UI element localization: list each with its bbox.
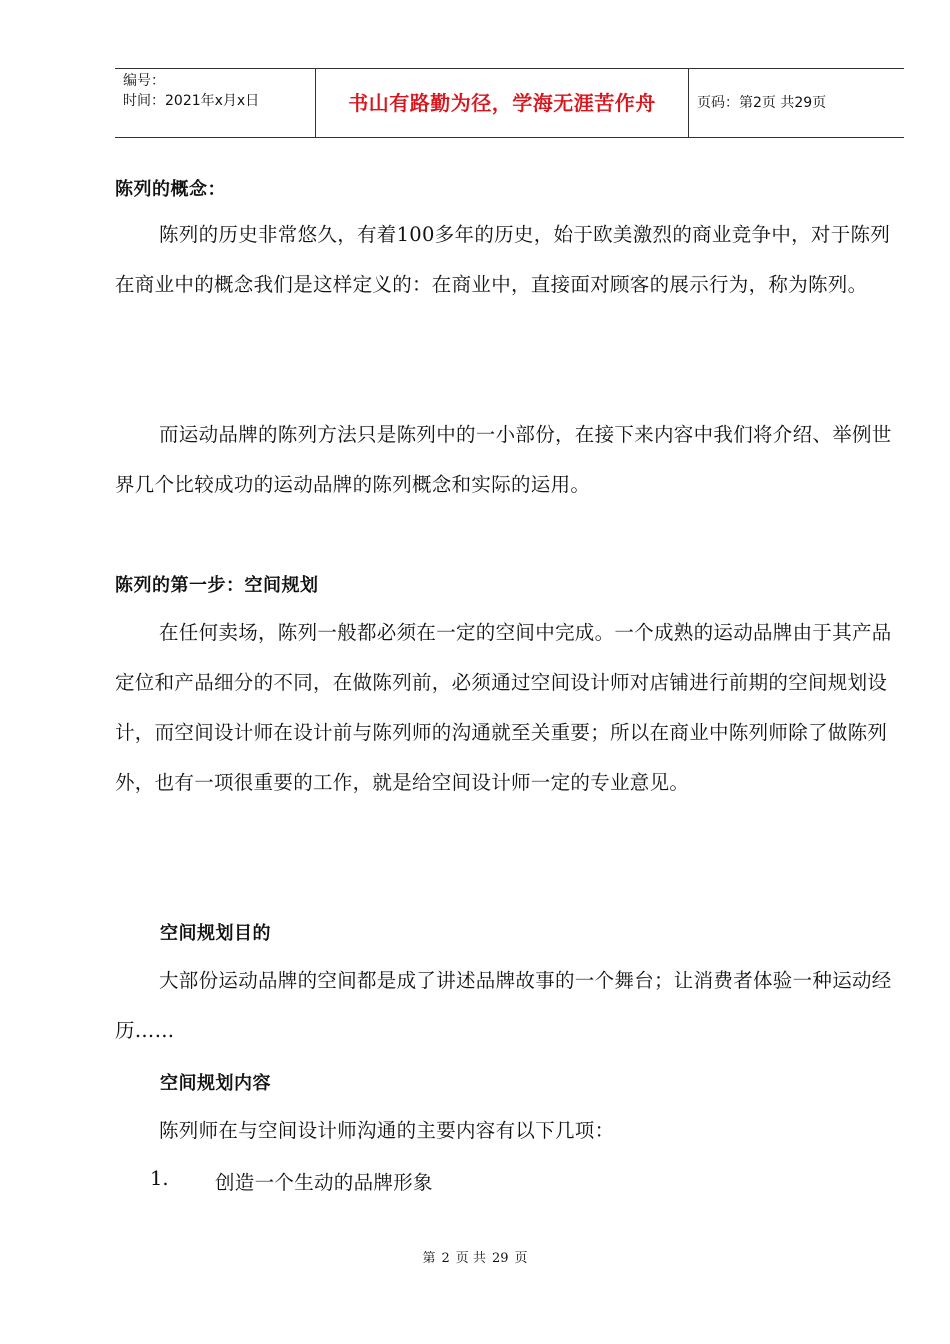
time-label: 时间：2021年x月x日 <box>123 93 260 109</box>
list-item-text: 创造一个生动的品牌形象 <box>215 1171 433 1194</box>
page-footer <box>0 1247 950 1266</box>
footer-page-number: 2 <box>441 1251 450 1266</box>
footer-mid: 页 共 <box>455 1251 486 1266</box>
footer-prefix: 第 <box>422 1251 436 1266</box>
header-meta-cell <box>115 69 316 137</box>
paragraph-content-intro: 陈列师在与空间设计师沟通的主要内容有以下几项： <box>159 1119 615 1142</box>
document-header <box>115 68 904 138</box>
header-page-info: 页码：第2页 共29页 <box>697 95 827 111</box>
subheading-purpose: 空间规划目的 <box>160 923 271 944</box>
number-label: 编号： <box>123 73 165 89</box>
subheading-content: 空间规划内容 <box>160 1073 271 1094</box>
list-item-number: 1. <box>150 1167 169 1190</box>
section-heading-space-planning: 陈列的第一步：空间规划 <box>115 575 319 596</box>
header-motto: 书山有路勤为径，学海无涯苦作舟 <box>316 69 689 137</box>
section-heading-concept: 陈列的概念： <box>115 179 226 200</box>
paragraph-concept: 陈列的历史非常悠久，有着100多年的历史，始于欧美激烈的商业竞争中，对于陈列在商业中的概念我们是这样定义的：在商业中，直接面对顾客的展示行为，称为陈列。 <box>115 223 891 296</box>
footer-suffix: 页 <box>514 1251 528 1266</box>
paragraph-space-planning: 在任何卖场，陈列一般都必须在一定的空间中完成。一个成熟的运动品牌由于其产品定位和产品细分的不同，在做陈列前，必须通过空间设计师对店铺进行前期的空间规划设计，而空间设计师在设计前与陈列师的沟通就至关重要；所以在商业中陈列师除了做陈列外，也有一项很重要的工作，就是给空间设计师一定的专业意见。 <box>115 621 892 794</box>
paragraph-purpose: 大部份运动品牌的空间都是成了讲述品牌故事的一个舞台；让消费者体验一种运动经历…… <box>115 969 892 1042</box>
paragraph-sports-brand: 而运动品牌的陈列方法只是陈列中的一小部份，在接下来内容中我们将介绍、举例世界几个比较成功的运动品牌的陈列概念和实际的运用。 <box>115 423 892 496</box>
footer-total-pages: 29 <box>491 1251 509 1266</box>
